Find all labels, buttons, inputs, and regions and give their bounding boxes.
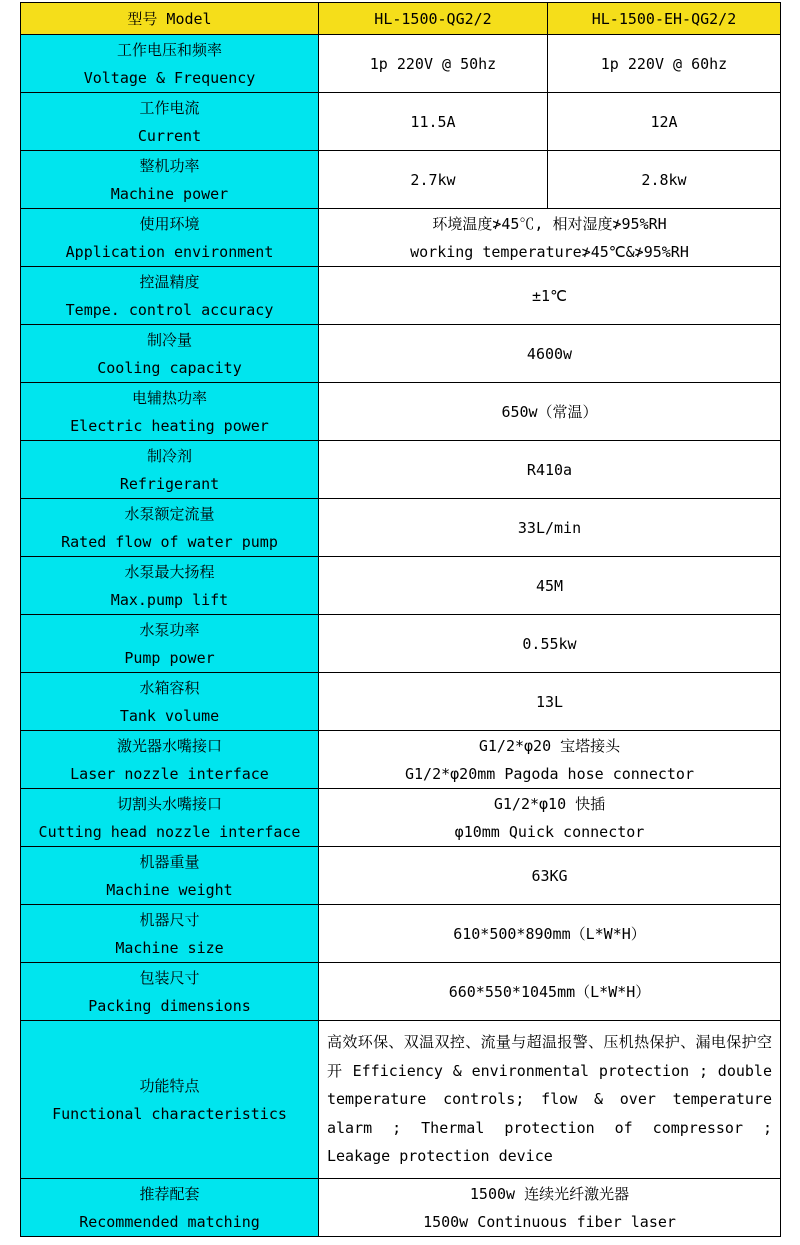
value: 610*500*890mm（L*W*H） <box>319 905 781 963</box>
row-label: 制冷剂 Refrigerant <box>21 441 319 499</box>
table-row <box>21 325 781 383</box>
row-label: 水泵额定流量 Rated flow of water pump <box>21 499 319 557</box>
table-row <box>21 789 781 847</box>
row-label: 水箱容积 Tank volume <box>21 673 319 731</box>
table-row <box>21 1021 781 1179</box>
table-row <box>21 209 781 267</box>
row-label: 水泵最大扬程 Max.pump lift <box>21 557 319 615</box>
value: R410a <box>319 441 781 499</box>
table-row <box>21 267 781 325</box>
table-row <box>21 151 781 209</box>
value: 0.55kw <box>319 615 781 673</box>
value: G1/2*φ10 快插 φ10mm Quick connector <box>319 789 781 847</box>
row-label: 工作电流 Current <box>21 93 319 151</box>
value: 33L/min <box>319 499 781 557</box>
value-a: 2.7kw <box>319 151 548 209</box>
row-label: 推荐配套 Recommended matching <box>21 1179 319 1237</box>
value: 1500w 连续光纤激光器 1500w Continuous fiber laser <box>319 1179 781 1237</box>
value: 45M <box>319 557 781 615</box>
row-label: 整机功率 Machine power <box>21 151 319 209</box>
table-row <box>21 847 781 905</box>
spec-table <box>20 2 781 1237</box>
table-row <box>21 383 781 441</box>
value: ±1℃ <box>319 267 781 325</box>
value: G1/2*φ20 宝塔接头 G1/2*φ20mm Pagoda hose connector <box>319 731 781 789</box>
value: 13L <box>319 673 781 731</box>
row-label: 使用环境 Application environment <box>21 209 319 267</box>
model-b: HL-1500-EH-QG2/2 <box>548 3 781 35</box>
row-label: 激光器水嘴接口 Laser nozzle interface <box>21 731 319 789</box>
table-row <box>21 731 781 789</box>
model-a: HL-1500-QG2/2 <box>319 3 548 35</box>
value-a: 11.5A <box>319 93 548 151</box>
features-value: 高效环保、双温双控、流量与超温报警、压机热保护、漏电保护空开 Efficiency & environmental protection ; double temperature controls; flow & over temperature alarm ; Thermal protection of compressor ; Leakage protection device <box>319 1021 781 1179</box>
row-label: 制冷量 Cooling capacity <box>21 325 319 383</box>
spec-sheet <box>20 2 780 1237</box>
row-label: 机器尺寸 Machine size <box>21 905 319 963</box>
table-row <box>21 905 781 963</box>
row-label: 机器重量 Machine weight <box>21 847 319 905</box>
value: 650w（常温） <box>319 383 781 441</box>
header-row <box>21 3 781 35</box>
table-row <box>21 673 781 731</box>
table-row <box>21 963 781 1021</box>
row-label: 控温精度 Tempe. control accuracy <box>21 267 319 325</box>
value-a: 1p 220V @ 50hz <box>319 35 548 93</box>
table-row <box>21 499 781 557</box>
table-row <box>21 557 781 615</box>
table-row <box>21 93 781 151</box>
row-label: 包装尺寸 Packing dimensions <box>21 963 319 1021</box>
table-row <box>21 441 781 499</box>
table-row <box>21 1179 781 1237</box>
value: 63KG <box>319 847 781 905</box>
table-row <box>21 615 781 673</box>
value: 4600w <box>319 325 781 383</box>
value-b: 12A <box>548 93 781 151</box>
row-label: 切割头水嘴接口 Cutting head nozzle interface <box>21 789 319 847</box>
row-label: 水泵功率 Pump power <box>21 615 319 673</box>
model-label: 型号 Model <box>21 3 319 35</box>
row-label: 电辅热功率 Electric heating power <box>21 383 319 441</box>
value: 660*550*1045mm（L*W*H） <box>319 963 781 1021</box>
row-label: 工作电压和频率 Voltage & Frequency <box>21 35 319 93</box>
row-label: 功能特点 Functional characteristics <box>21 1021 319 1179</box>
value: 环境温度≯45℃, 相对湿度≯95%RH working temperature≯45℃&≯95%RH <box>319 209 781 267</box>
value-b: 2.8kw <box>548 151 781 209</box>
value-b: 1p 220V @ 60hz <box>548 35 781 93</box>
table-row <box>21 35 781 93</box>
